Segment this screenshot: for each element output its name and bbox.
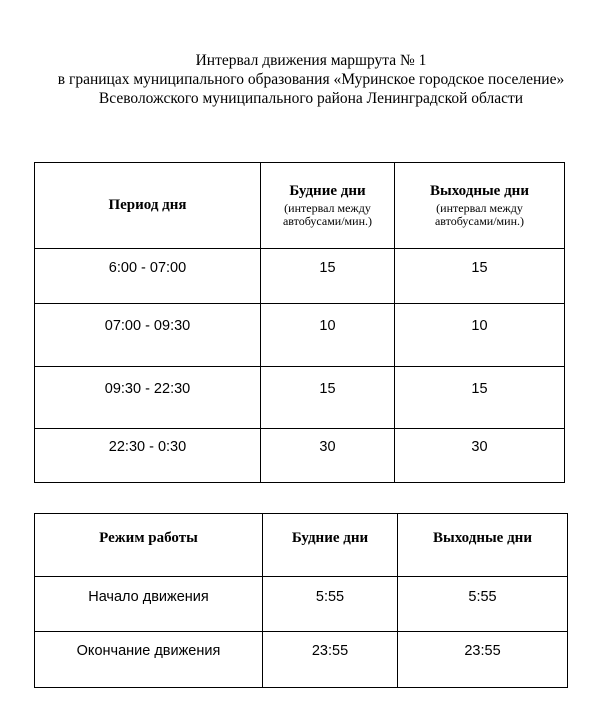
header-weekends: [398, 514, 568, 577]
cell-weekends: [398, 632, 568, 688]
cell-period: [35, 429, 261, 483]
header-weekdays: [263, 514, 398, 577]
row-label: Окончание движения: [76, 643, 221, 659]
header-period-label: Период дня: [108, 197, 187, 213]
period-value: 22:30 - 0:30: [108, 439, 187, 455]
weekends-value: 5:55: [468, 589, 497, 605]
cell-weekends: [395, 429, 565, 483]
table-header-row: [35, 163, 565, 249]
cell-period: [35, 304, 261, 367]
table-row: [35, 577, 568, 632]
header-weekends-label: Выходные дни: [433, 530, 532, 546]
title-line-1: Интервал движения маршрута № 1: [195, 52, 427, 69]
table-row: [35, 304, 565, 367]
cell-weekends: [398, 577, 568, 632]
cell-weekdays: [263, 577, 398, 632]
header-weekends: [395, 163, 565, 249]
cell-weekends: [395, 304, 565, 367]
cell-weekends: [395, 367, 565, 429]
cell-weekends: [395, 249, 565, 304]
table-row: [35, 632, 568, 688]
title-line-2: в границах муниципального образования «Муринское городское поселение»: [57, 71, 565, 88]
weekdays-value: 10: [319, 318, 336, 334]
cell-weekdays: [261, 429, 395, 483]
cell-period: [35, 367, 261, 429]
schedule-table: [34, 513, 568, 688]
header-weekdays-note: (интервал между автобусами/мин.): [282, 201, 372, 228]
cell-weekdays: [261, 367, 395, 429]
header-weekdays: [261, 163, 395, 249]
header-weekends-note: (интервал между автобусами/мин.): [434, 201, 524, 228]
weekdays-value: 15: [319, 260, 336, 276]
header-period: [35, 163, 261, 249]
weekdays-value: 30: [319, 439, 336, 455]
weekends-value: 15: [471, 260, 488, 276]
header-mode: [35, 514, 263, 577]
weekends-value: 10: [471, 318, 488, 334]
table-row: [35, 249, 565, 304]
weekdays-value: 23:55: [311, 643, 349, 659]
row-label: Начало движения: [88, 589, 209, 605]
cell-weekdays: [263, 632, 398, 688]
header-mode-label: Режим работы: [99, 530, 198, 546]
cell-weekdays: [261, 304, 395, 367]
period-value: 07:00 - 09:30: [104, 318, 191, 334]
period-value: 09:30 - 22:30: [104, 381, 191, 397]
document-title: [0, 51, 600, 108]
weekends-value: 15: [471, 381, 488, 397]
weekdays-value: 5:55: [315, 589, 345, 605]
weekends-value: 30: [471, 439, 488, 455]
header-weekdays-label: Будние дни: [289, 183, 366, 199]
intervals-table: [34, 162, 565, 483]
weekdays-value: 15: [319, 381, 336, 397]
table-header-row: [35, 514, 568, 577]
cell-label: [35, 577, 263, 632]
table-row: [35, 367, 565, 429]
cell-label: [35, 632, 263, 688]
table-row: [35, 429, 565, 483]
period-value: 6:00 - 07:00: [108, 260, 187, 276]
header-weekends-label: Выходные дни: [430, 183, 529, 199]
title-line-3: Всеволожского муниципального района Ленинградской области: [98, 90, 524, 107]
weekends-value: 23:55: [464, 643, 501, 659]
cell-period: [35, 249, 261, 304]
cell-weekdays: [261, 249, 395, 304]
header-weekdays-label: Будние дни: [291, 530, 369, 546]
